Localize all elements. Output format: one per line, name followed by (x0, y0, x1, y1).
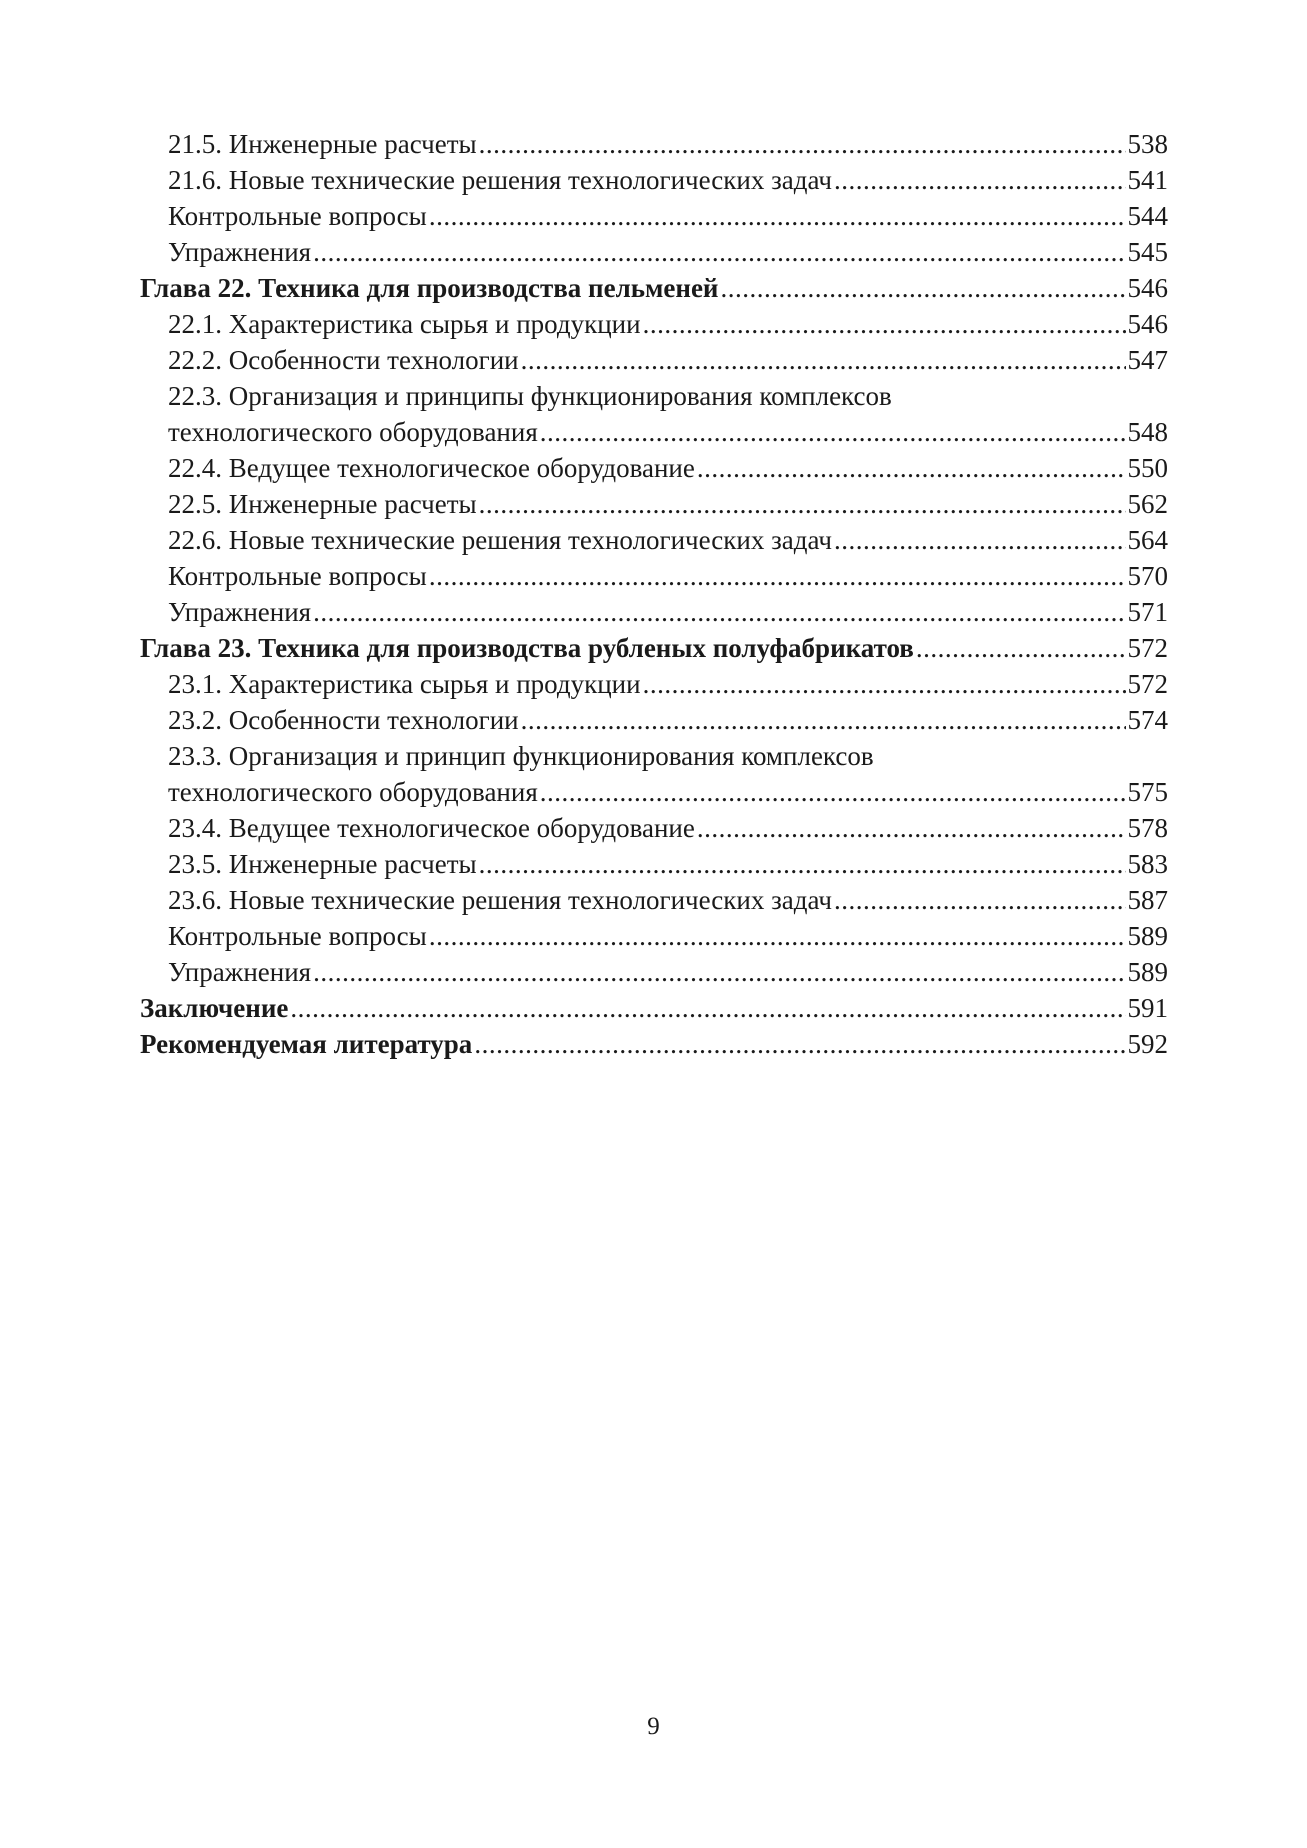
toc-entry-title: 23.4. Ведущее технологическое оборудование (168, 813, 695, 843)
toc-entry (140, 306, 1168, 342)
toc-chapter-title: Глава 23. Техника для производства рубленых полуфабрикатов (140, 633, 914, 663)
toc-chapter-entry (140, 990, 1168, 1026)
toc-entry (140, 558, 1168, 594)
toc-entry-title: 22.3. Организация и принципы функционирования комплексов (168, 381, 892, 411)
toc-entry-page: 541 (1127, 165, 1168, 195)
dot-leader (290, 990, 1125, 1026)
dot-leader (697, 810, 1126, 846)
toc-entry-title: технологического оборудования (168, 417, 538, 447)
page-number: 9 (647, 1713, 660, 1740)
toc-entry-page: 578 (1127, 813, 1168, 843)
dot-leader (474, 1026, 1125, 1062)
toc-entry-first-line (140, 738, 1168, 774)
toc-entry-title: 23.2. Особенности технологии (168, 705, 519, 735)
dot-leader (313, 954, 1125, 990)
dot-leader (521, 702, 1126, 738)
toc-entry-title: 23.1. Характеристика сырья и продукции (168, 669, 641, 699)
dot-leader (521, 342, 1126, 378)
toc-entry-first-line (140, 378, 1168, 414)
toc-entry-page: 550 (1127, 453, 1168, 483)
toc-entry (140, 234, 1168, 270)
toc-entry (140, 486, 1168, 522)
toc-chapter-title: Глава 22. Техника для производства пельменей (140, 273, 719, 303)
toc-entry (140, 882, 1168, 918)
toc-entry-page: 592 (1127, 1029, 1168, 1059)
toc-entry (140, 954, 1168, 990)
toc-entry-page: 572 (1127, 669, 1168, 699)
toc-entry (140, 522, 1168, 558)
toc-entry-page: 575 (1127, 777, 1168, 807)
dot-leader (313, 234, 1125, 270)
toc-entry-page: 574 (1127, 705, 1168, 735)
toc-entry-title: 22.4. Ведущее технологическое оборудование (168, 453, 695, 483)
toc-chapter-entry (140, 630, 1168, 666)
toc-entry-page: 562 (1127, 489, 1168, 519)
toc-entry-title: Контрольные вопросы (168, 201, 427, 231)
toc-entry-title: 23.5. Инженерные расчеты (168, 849, 477, 879)
toc-entry-page: 589 (1127, 957, 1168, 987)
toc-entry (140, 450, 1168, 486)
dot-leader (720, 270, 1125, 306)
toc-entry (140, 126, 1168, 162)
toc-entry-title: Контрольные вопросы (168, 921, 427, 951)
toc-entry-page: 545 (1127, 237, 1168, 267)
dot-leader (916, 630, 1126, 666)
toc-entry-page: 544 (1127, 201, 1168, 231)
toc-entry (140, 342, 1168, 378)
toc-entry-page: 583 (1127, 849, 1168, 879)
dot-leader (540, 414, 1126, 450)
toc-entry-page: 547 (1127, 345, 1168, 375)
dot-leader (643, 666, 1126, 702)
toc-entry-page: 564 (1127, 525, 1168, 555)
toc-entry-continuation (140, 774, 1168, 810)
toc-entry-page: 538 (1127, 129, 1168, 159)
dot-leader (429, 198, 1126, 234)
toc-entry-page: 587 (1127, 885, 1168, 915)
dot-leader (540, 774, 1126, 810)
toc-entry-title: Упражнения (168, 237, 312, 267)
toc-entry (140, 918, 1168, 954)
toc-entry-page: 589 (1127, 921, 1168, 951)
toc-entry (140, 846, 1168, 882)
toc-entry-title: 22.2. Особенности технологии (168, 345, 519, 375)
toc-entry-continuation (140, 414, 1168, 450)
dot-leader (834, 162, 1126, 198)
toc-chapter-title: Рекомендуемая литература (140, 1029, 473, 1059)
toc-entry (140, 810, 1168, 846)
toc-entry-title: 22.5. Инженерные расчеты (168, 489, 477, 519)
toc-entry-page: 546 (1127, 309, 1168, 339)
toc-entry-title: 21.5. Инженерные расчеты (168, 129, 477, 159)
toc-chapter-entry (140, 270, 1168, 306)
toc-entry-title: 23.3. Организация и принцип функционирования комплексов (168, 741, 874, 771)
toc-entry (140, 198, 1168, 234)
dot-leader (643, 306, 1126, 342)
toc-entry-title: 22.6. Новые технические решения технологических задач (168, 525, 832, 555)
toc-entry-title: 21.6. Новые технические решения технологических задач (168, 165, 832, 195)
dot-leader (429, 918, 1126, 954)
toc-chapter-entry (140, 1026, 1168, 1062)
toc-chapter-title: Заключение (140, 993, 289, 1023)
dot-leader (834, 522, 1126, 558)
toc-entry (140, 666, 1168, 702)
toc-entry-page: 546 (1127, 273, 1168, 303)
dot-leader (834, 882, 1126, 918)
toc-entry-page: 571 (1127, 597, 1168, 627)
dot-leader (313, 594, 1125, 630)
dot-leader (479, 126, 1126, 162)
toc-entry-page: 572 (1127, 633, 1168, 663)
dot-leader (429, 558, 1126, 594)
toc-entry-title: Упражнения (168, 597, 312, 627)
dot-leader (479, 486, 1126, 522)
toc-entry-title: 22.1. Характеристика сырья и продукции (168, 309, 641, 339)
dot-leader (697, 450, 1126, 486)
toc-entry (140, 594, 1168, 630)
toc-entry-page: 548 (1127, 417, 1168, 447)
toc-entry (140, 162, 1168, 198)
toc-entry-title: технологического оборудования (168, 777, 538, 807)
dot-leader (479, 846, 1126, 882)
toc-entry-page: 570 (1127, 561, 1168, 591)
table-of-contents (140, 126, 1168, 1062)
toc-entry-title: 23.6. Новые технические решения технологических задач (168, 885, 832, 915)
toc-entry (140, 702, 1168, 738)
toc-entry-title: Контрольные вопросы (168, 561, 427, 591)
toc-entry-page: 591 (1127, 993, 1168, 1023)
toc-entry-title: Упражнения (168, 957, 312, 987)
